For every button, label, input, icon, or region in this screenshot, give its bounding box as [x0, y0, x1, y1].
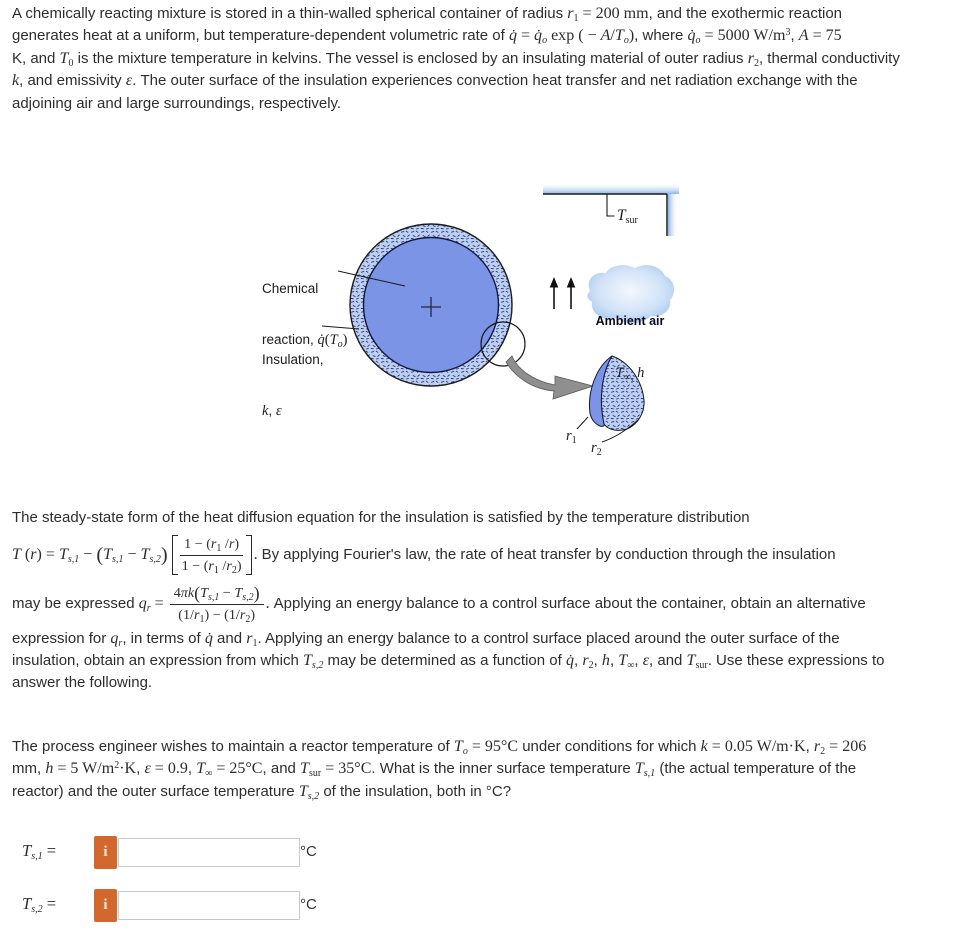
- intro-line: k, and emissivity ε. The outer surface of the insulation experiences convection heat transfer and net radiation exchange with the: [12, 72, 858, 90]
- ambient-air-params: $T_{\infty,}$ h: [615, 365, 645, 383]
- equation-lhs: T $(r) = T_{s,1} - (T_{s,1} - T_{s,2})$: [12, 543, 168, 566]
- r1-label: $r_1$: [566, 428, 577, 446]
- chemical-reaction-label-line1: Chemical: [262, 281, 319, 296]
- r1-leader-line: [577, 417, 588, 429]
- ts1-label: $T_{s,1}$ =: [22, 841, 57, 862]
- body-text-line: answer the following.: [12, 674, 153, 691]
- tsur-leader-line: [607, 194, 615, 216]
- question-line: reactor) and the outer surface temperature $T_{s,2}$ of the insulation, both in °C?: [12, 782, 512, 802]
- fraction-denominator: $(1/r_1) - (1/r_2)$: [178, 606, 256, 625]
- ts1-answer-row: [0, 836, 430, 871]
- zoom-arrow: [506, 356, 593, 399]
- tsur-label: $T_{sur}$: [617, 207, 638, 226]
- convection-arrowheads: [550, 277, 576, 288]
- insulation-label-line1: Insulation,: [262, 352, 324, 367]
- ambient-air-label: [584, 279, 676, 399]
- insulation-label-line2: k, ε: [262, 403, 282, 419]
- intro-line: adjoining air and large surroundings, respectively.: [12, 94, 342, 112]
- body-text-line: expression for $q_r$, in terms of q̇ and $r_1$. Applying an energy balance to a control surface placed around the outer surface of the: [12, 630, 840, 649]
- convection-arrows: [554, 286, 571, 309]
- equation-following-text: . By applying Fourier's law, the rate of heat transfer by conduction through the insulation: [253, 546, 836, 563]
- right-bracket: [246, 535, 252, 575]
- r2-label: $r_2$: [591, 440, 602, 458]
- equation-following-text: . Applying an energy balance to a control surface about the container, obtain an alternative: [265, 595, 866, 612]
- ts2-unit-label: °C: [300, 896, 317, 913]
- ts2-answer-row: [0, 889, 430, 924]
- body-text-line: insulation, obtain an expression from which $T_{s,2}$ may be determined as a function of q̇, $r_2$, h, $T_\infty$, ε, and $T_{sur}$. Use these expressions to: [12, 652, 885, 671]
- ts2-info-button[interactable]: i: [94, 889, 117, 922]
- fraction: [170, 584, 264, 625]
- insulation-label: [262, 317, 324, 437]
- intro-line: K, and $T_0$ is the mixture temperature in kelvins. The vessel is enclosed by an insulating material of outer radius $r_2$, thermal conductivity: [12, 49, 900, 69]
- question-line: The process engineer wishes to maintain a reactor temperature of $T_o = 95^\circ C$ under conditions for which k = 0.05 W/m·K, $r_2 = 206$: [12, 738, 867, 757]
- heat-rate-equation: [12, 580, 866, 628]
- fraction-numerator: $1 - (r_1$ /r): [180, 535, 243, 556]
- intro-line: generates heat at a uniform, but temperature-dependent volumetric rate of q̇ = $q̇_o$ exp ( − $A/T_o$), where $q̇_o = 5000$ $W/m^3$, A = 75: [12, 27, 842, 47]
- intro-line: A chemically reacting mixture is stored in a thin-walled spherical container of radius $r_1 = 200$ mm, and the exothermic reaction: [12, 5, 843, 24]
- body-text-line: The steady-state form of the heat diffusion equation for the insulation is satisfied by the temperature distribution: [12, 509, 750, 526]
- fraction: [178, 535, 246, 575]
- ambient-air-title: Ambient air: [595, 314, 665, 328]
- bracketed-fraction: [172, 535, 252, 575]
- equation-lhs: may be expressed $q_r$ =: [12, 595, 168, 614]
- fraction-numerator: $4\pi k(T_{s,1} - T_{s,2})$: [170, 584, 264, 605]
- ts1-info-button[interactable]: i: [94, 836, 117, 869]
- ts2-label: $T_{s,2}$ =: [22, 894, 57, 915]
- chemical-reaction-label-line2: reaction, $q̇(T_o)$: [262, 332, 348, 350]
- ts1-input[interactable]: [118, 838, 300, 867]
- fraction-denominator: $1 - (r_1$ $/r_2$): [181, 557, 242, 576]
- temperature-distribution-equation: [12, 531, 836, 579]
- question-paragraph: [12, 736, 866, 803]
- reactor-diagram: [0, 170, 956, 470]
- intro-paragraph: [12, 3, 900, 115]
- ts1-unit-label: °C: [300, 843, 317, 860]
- surroundings-wall: [543, 183, 679, 237]
- ts2-input[interactable]: [118, 891, 300, 920]
- question-line: mm, h = 5 $W/m^2\cdot K$, ε = 0.9, $T_\infty = 25^\circ C$, and $T_{sur} = 35^\circ C$. What is the inner surface temperature $T_{s,1}$ (the actual temperature of the: [12, 760, 857, 780]
